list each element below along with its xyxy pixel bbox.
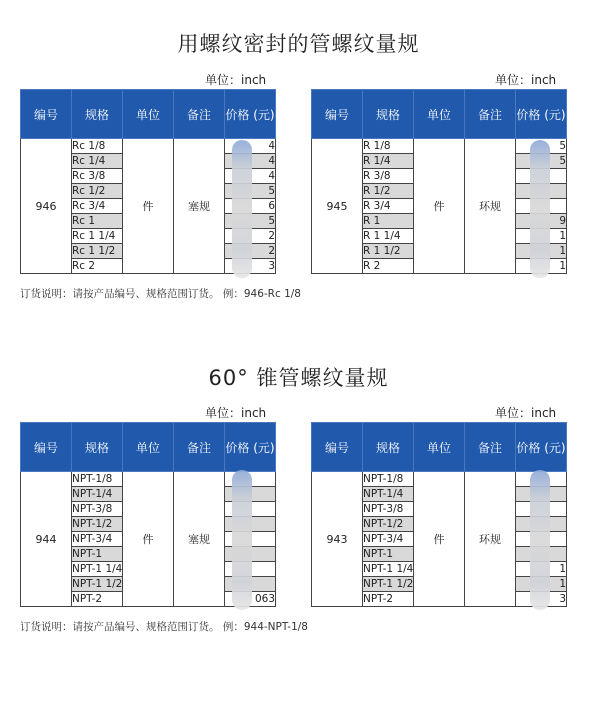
spec-cell: R 1/2 bbox=[363, 184, 414, 199]
header-unit: 单位 bbox=[123, 90, 174, 139]
price-cell: 2 bbox=[225, 229, 276, 244]
spec-cell: NPT-3/4 bbox=[72, 532, 123, 547]
header-unit: 单位 bbox=[414, 423, 465, 472]
spec-cell: NPT-1 1/4 bbox=[72, 562, 123, 575]
price-cell: 4 bbox=[225, 139, 276, 154]
header-code: 编号 bbox=[21, 90, 72, 139]
spec-cell: NPT-1 1/2 bbox=[72, 577, 123, 590]
price-cell: 3 bbox=[225, 259, 276, 274]
spec-cell: NPT-3/8 bbox=[72, 502, 123, 517]
unit-label: 单位：inch bbox=[205, 73, 267, 87]
order-note: 订货说明：请按产品编号、规格范围订货。 例：946-Rc 1/8 bbox=[20, 288, 301, 300]
header-code: 编号 bbox=[21, 423, 72, 472]
spec-cell: NPT-1/4 bbox=[363, 487, 414, 502]
price-cell: 5 bbox=[516, 154, 567, 169]
spec-cell: R 3/8 bbox=[363, 169, 414, 184]
header-spec: 规格 bbox=[363, 90, 414, 139]
spec-cell: NPT-1 bbox=[72, 547, 123, 562]
spec-cell: Rc 1 1/2 bbox=[72, 244, 123, 259]
gauge-table bbox=[311, 89, 567, 274]
spec-cell: NPT-2 bbox=[363, 592, 414, 607]
price-cell: 9 bbox=[516, 214, 567, 229]
header-unit: 单位 bbox=[123, 423, 174, 472]
header-row bbox=[312, 423, 567, 472]
section-title: 用螺纹密封的管螺纹量规 bbox=[177, 32, 420, 56]
price-cell: 6 bbox=[225, 199, 276, 214]
spec-cell: Rc 2 bbox=[72, 259, 123, 274]
blurred-price-overlay bbox=[530, 140, 550, 278]
spec-cell: Rc 1 1/4 bbox=[72, 229, 123, 244]
spec-cell: NPT-1 bbox=[363, 547, 414, 562]
spec-cell: NPT-3/4 bbox=[363, 532, 414, 547]
header-remark: 备注 bbox=[174, 423, 225, 472]
price-cell: 063 bbox=[225, 592, 276, 607]
header-row bbox=[312, 90, 567, 139]
header-unit: 单位 bbox=[414, 90, 465, 139]
remark-cell: 塞规 bbox=[174, 472, 225, 607]
spec-cell: NPT-1 1/4 bbox=[363, 562, 414, 575]
spec-cell: R 1/4 bbox=[363, 154, 414, 169]
unit-label: 单位：inch bbox=[495, 406, 557, 420]
spec-cell: Rc 1/4 bbox=[72, 154, 123, 169]
spec-cell: NPT-1/4 bbox=[72, 487, 123, 502]
order-note: 订货说明：请按产品编号、规格范围订货。 例：944-NPT-1/8 bbox=[20, 621, 308, 633]
unit-cell: 件 bbox=[123, 139, 174, 274]
unit-cell: 件 bbox=[414, 139, 465, 274]
spec-cell: NPT-3/8 bbox=[363, 502, 414, 517]
remark-cell: 塞规 bbox=[174, 139, 225, 274]
price-cell: 2 bbox=[225, 244, 276, 259]
header-remark: 备注 bbox=[174, 90, 225, 139]
unit-cell: 件 bbox=[123, 472, 174, 607]
price-cell: 1 bbox=[516, 259, 567, 274]
spec-cell: R 3/4 bbox=[363, 199, 414, 214]
price-cell: 1 bbox=[516, 244, 567, 259]
price-cell: 1 bbox=[516, 229, 567, 244]
spec-cell: NPT-2 bbox=[72, 592, 123, 607]
spec-cell: Rc 3/4 bbox=[72, 199, 123, 214]
spec-cell: NPT-1/8 bbox=[363, 472, 414, 487]
header-price: 价格 (元) bbox=[516, 90, 567, 139]
price-cell: 5 bbox=[225, 184, 276, 199]
header-code: 编号 bbox=[312, 423, 363, 472]
section-title: 60° 锥管螺纹量规 bbox=[208, 366, 389, 390]
header-price: 价格 (元) bbox=[225, 90, 276, 139]
price-cell: 4 bbox=[225, 169, 276, 184]
product-code: 946 bbox=[21, 139, 72, 274]
spec-cell: R 1/8 bbox=[363, 139, 414, 154]
header-remark: 备注 bbox=[465, 90, 516, 139]
spec-cell: NPT-1/2 bbox=[363, 517, 414, 532]
blurred-price-overlay bbox=[232, 140, 252, 278]
spec-cell: NPT-1/8 bbox=[72, 472, 123, 487]
price-cell: 1 bbox=[516, 562, 567, 577]
remark-cell: 环规 bbox=[465, 472, 516, 607]
unit-cell: 件 bbox=[414, 472, 465, 607]
unit-label: 单位：inch bbox=[495, 73, 557, 87]
spec-cell: NPT-1/2 bbox=[72, 517, 123, 532]
price-cell: 1 bbox=[516, 577, 567, 592]
remark-cell: 环规 bbox=[465, 139, 516, 274]
header-spec: 规格 bbox=[72, 90, 123, 139]
spec-cell: R 1 bbox=[363, 214, 414, 229]
spec-cell: NPT-1 1/2 bbox=[363, 577, 414, 590]
spec-cell: Rc 1/2 bbox=[72, 184, 123, 199]
product-code: 944 bbox=[21, 472, 72, 607]
header-remark: 备注 bbox=[465, 423, 516, 472]
price-cell: 3 bbox=[516, 592, 567, 607]
blurred-price-overlay bbox=[232, 470, 252, 610]
header-code: 编号 bbox=[312, 90, 363, 139]
header-row bbox=[21, 423, 276, 472]
price-cell: 5 bbox=[225, 214, 276, 229]
price-cell: 4 bbox=[225, 154, 276, 169]
spec-cell: R 1 1/2 bbox=[363, 244, 414, 259]
spec-cell: Rc 3/8 bbox=[72, 169, 123, 184]
table-row bbox=[312, 139, 567, 154]
price-cell: 5 bbox=[516, 139, 567, 154]
spec-cell: Rc 1/8 bbox=[72, 139, 123, 154]
spec-cell: Rc 1 bbox=[72, 214, 123, 229]
header-spec: 规格 bbox=[72, 423, 123, 472]
header-spec: 规格 bbox=[363, 423, 414, 472]
product-code: 945 bbox=[312, 139, 363, 274]
table-row bbox=[312, 472, 567, 487]
product-code: 943 bbox=[312, 472, 363, 607]
spec-cell: R 1 1/4 bbox=[363, 229, 414, 244]
header-price: 价格 (元) bbox=[516, 423, 567, 472]
gauge-table bbox=[311, 422, 567, 607]
unit-label: 单位：inch bbox=[205, 406, 267, 420]
header-row bbox=[21, 90, 276, 139]
spec-cell: R 2 bbox=[363, 259, 414, 274]
blurred-price-overlay bbox=[530, 470, 550, 610]
header-price: 价格 (元) bbox=[225, 423, 276, 472]
